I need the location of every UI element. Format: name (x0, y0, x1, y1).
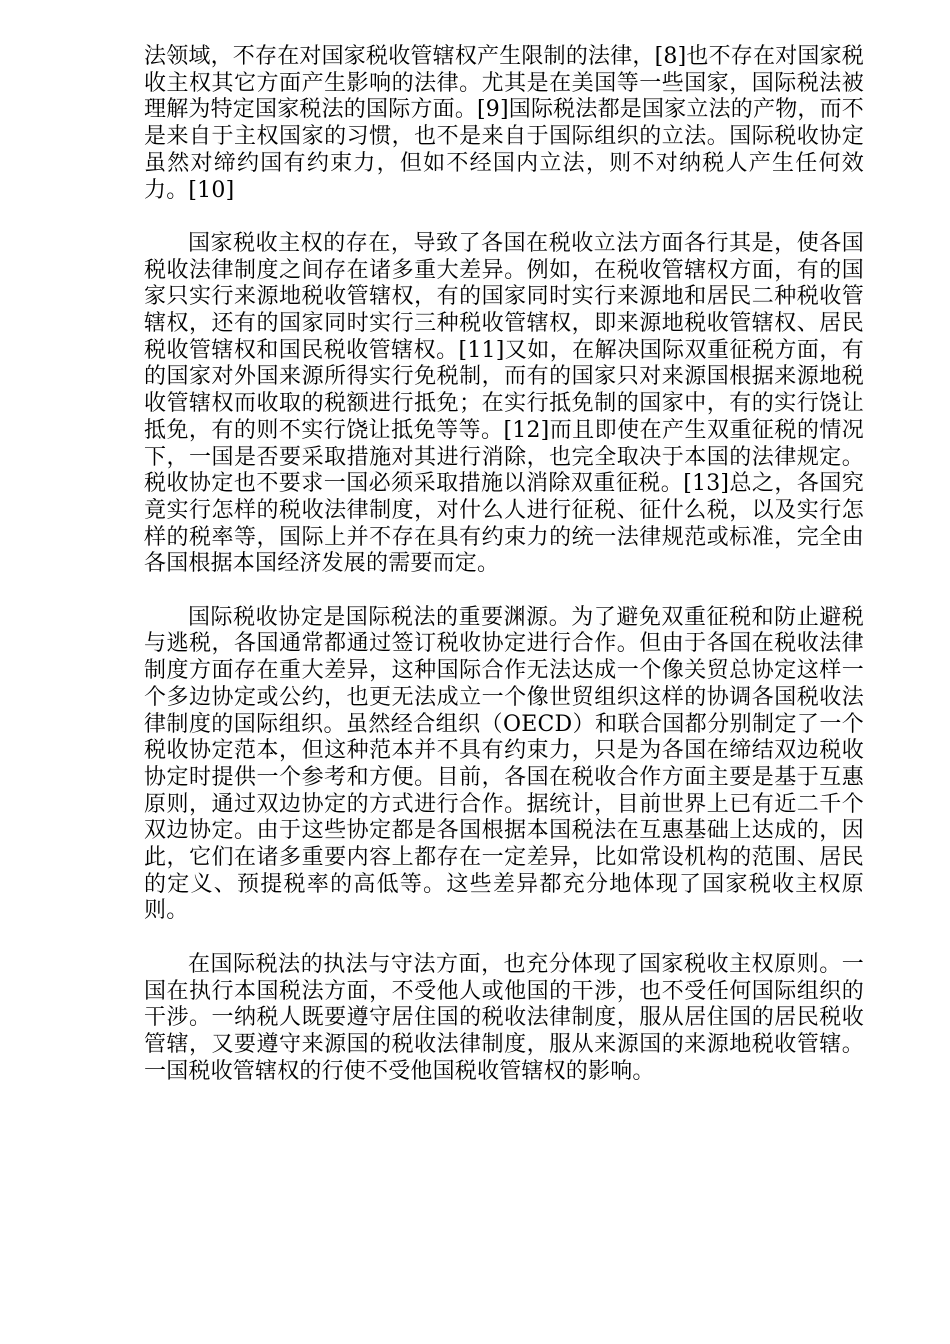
paragraph-1: 法领域，不存在对国家税收管辖权产生限制的法律，[8]也不存在对国家税收主权其它方面产生影响的法律。尤其是在美国等一些国家，国际税法被理解为特定国家税法的国际方面。[9]国际税法都是国家立法的产物，而不是来自于主权国家的习惯，也不是来自于国际组织的立法。国际税收协定虽然对缔约国有约束力，但如不经国内立法，则不对纳税人产生任何效力。[10] (144, 44, 864, 203)
paragraph-2: 国家税收主权的存在，导致了各国在税收立法方面各行其是，使各国税收法律制度之间存在诸多重大差异。例如，在税收管辖权方面，有的国家只实行来源地税收管辖权，有的国家同时实行来源地和居民二种税收管辖权，还有的国家同时实行三种税收管辖权，即来源地税收管辖权、居民税收管辖权和国民税收管辖权。[11]又如，在解决国际双重征税方面，有的国家对外国来源所得实行免税制，而有的国家只对来源国根据来源地税收管辖权而收取的税额进行抵免；在实行抵免制的国家中，有的实行饶让抵免，有的则不实行饶让抵免等等。[12]而且即使在产生双重征税的情况下，一国是否要采取措施对其进行消除，也完全取决于本国的法律规定。税收协定也不要求一国必须采取措施以消除双重征税。[13]总之，各国究竟实行怎样的税收法律制度，对什么人进行征税、征什么税，以及实行怎样的税率等，国际上并不存在具有约束力的统一法律规范或标准，完全由各国根据本国经济发展的需要而定。 (144, 230, 864, 577)
document-page (144, 44, 864, 1112)
paragraph-4: 在国际税法的执法与守法方面，也充分体现了国家税收主权原则。一国在执行本国税法方面，不受他人或他国的干涉，也不受任何国际组织的干涉。一纳税人既要遵守居住国的税收法律制度，服从居住国的居民税收管辖，又要遵守来源国的税收法律制度，服从来源国的来源地税收管辖。一国税收管辖权的行使不受他国税收管辖权的影响。 (144, 951, 864, 1084)
paragraph-3: 国际税收协定是国际税法的重要渊源。为了避免双重征税和防止避税与逃税，各国通常都通过签订税收协定进行合作。但由于各国在税收法律制度方面存在重大差异，这种国际合作无法达成一个像关贸总协定这样一个多边协定或公约，也更无法成立一个像世贸组织这样的协调各国税收法律制度的国际组织。虽然经合组织（OECD）和联合国都分别制定了一个税收协定范本，但这种范本并不具有约束力，只是为各国在缔结双边税收协定时提供一个参考和方便。目前，各国在税收合作方面主要是基于互惠原则，通过双边协定的方式进行合作。据统计，目前世界上已有近二千个双边协定。由于这些协定都是各国根据本国税法在互惠基础上达成的，因此，它们在诸多重要内容上都存在一定差异，比如常设机构的范围、居民的定义、预提税率的高低等。这些差异都充分地体现了国家税收主权原则。 (144, 604, 864, 924)
